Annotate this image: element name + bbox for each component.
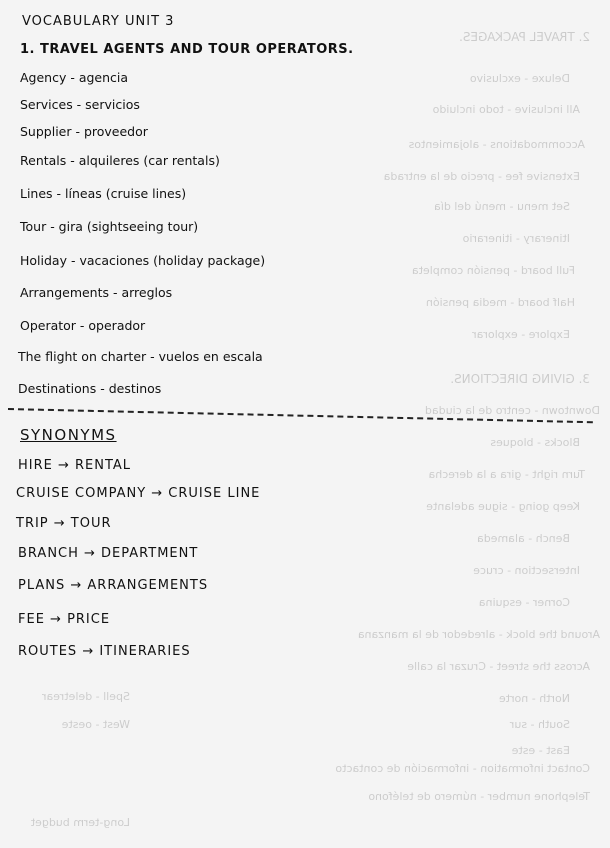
vocab-item: Supplier - proveedor xyxy=(20,124,148,139)
synonym-item: PLANS → ARRANGEMENTS xyxy=(18,578,209,593)
bleed-line: Downtown - centro de la ciudad xyxy=(424,404,600,417)
bleed-line: 2. TRAVEL PACKAGES. xyxy=(459,30,590,44)
bleed-line: Set menu - menú del día xyxy=(434,200,570,213)
vocab-item: Agency - agencia xyxy=(20,70,129,85)
bleed-line: Keep going - sigue adelante xyxy=(426,500,580,513)
bleed-line: All inclusive - todo incluido xyxy=(432,103,580,116)
synonym-item: ROUTES → ITINERARIES xyxy=(18,644,191,659)
bleed-line: Turn right - gira a la derecha xyxy=(428,468,585,481)
bleed-line: Across the street - Cruzar la calle xyxy=(407,660,590,673)
bleed-line: Deluxe - exclusivo xyxy=(469,72,570,85)
bleed-line: Contact information - información de contacto xyxy=(335,762,590,775)
bleed-line: South - sur xyxy=(509,718,570,731)
vocab-item: Operator - operador xyxy=(20,318,146,333)
vocab-item: Destinations - destinos xyxy=(18,381,162,396)
vocab-item: Lines - líneas (cruise lines) xyxy=(20,186,187,201)
bleed-line: Itinerary - itinerario xyxy=(462,232,570,245)
synonym-item: FEE → PRICE xyxy=(18,612,111,627)
bleed-line: 3. GIVING DIRECTIONS. xyxy=(450,372,590,386)
vocab-item: Rentals - alquileres (car rentals) xyxy=(20,153,220,168)
dashed-divider xyxy=(8,408,593,423)
bleed-line: North - norte xyxy=(498,692,570,705)
bleed-line: Full board - pensión completa xyxy=(411,264,575,277)
bleed-line: Explore - explorar xyxy=(472,328,570,341)
bleed-line: Blocks - bloques xyxy=(490,436,580,449)
synonyms-heading: SYNONYMS xyxy=(20,426,117,444)
vocab-item: Tour - gira (sightseeing tour) xyxy=(20,219,199,234)
bleed-line: Around the block - alrededor de la manzana xyxy=(357,628,600,641)
bleed-line: Intersection - cruce xyxy=(473,564,580,577)
synonym-item: TRIP → TOUR xyxy=(16,516,112,531)
bleed-line: East - este xyxy=(511,744,570,757)
bleed-line: Extensive fee - precio de la entrada xyxy=(383,170,580,183)
vocab-item: The flight on charter - vuelos en escala xyxy=(18,349,263,364)
bleed-line: Telephone number - número de teléfono xyxy=(368,790,590,803)
synonym-item: BRANCH → DEPARTMENT xyxy=(18,546,199,561)
bleed-line: Bench - alameda xyxy=(476,532,570,545)
vocab-item: Arrangements - arreglos xyxy=(20,285,173,300)
bleed-line: West - oeste xyxy=(61,718,130,731)
bleed-line: Accommodations - alojamientos xyxy=(408,138,585,151)
synonym-item: CRUISE COMPANY → CRUISE LINE xyxy=(16,486,261,501)
bleed-line: Long-term budget xyxy=(30,816,130,829)
section-heading: 1. TRAVEL AGENTS AND TOUR OPERATORS. xyxy=(20,42,354,57)
synonym-item: HIRE → RENTAL xyxy=(18,458,132,473)
vocab-item: Holiday - vacaciones (holiday package) xyxy=(20,253,266,268)
bleed-line: Corner - esquina xyxy=(478,596,570,609)
bleed-line: Half board - media pensión xyxy=(425,296,575,309)
vocab-item: Services - servicios xyxy=(20,97,140,112)
bleed-line: Spell - deletrear xyxy=(41,690,130,703)
page-title: VOCABULARY UNIT 3 xyxy=(22,14,175,29)
